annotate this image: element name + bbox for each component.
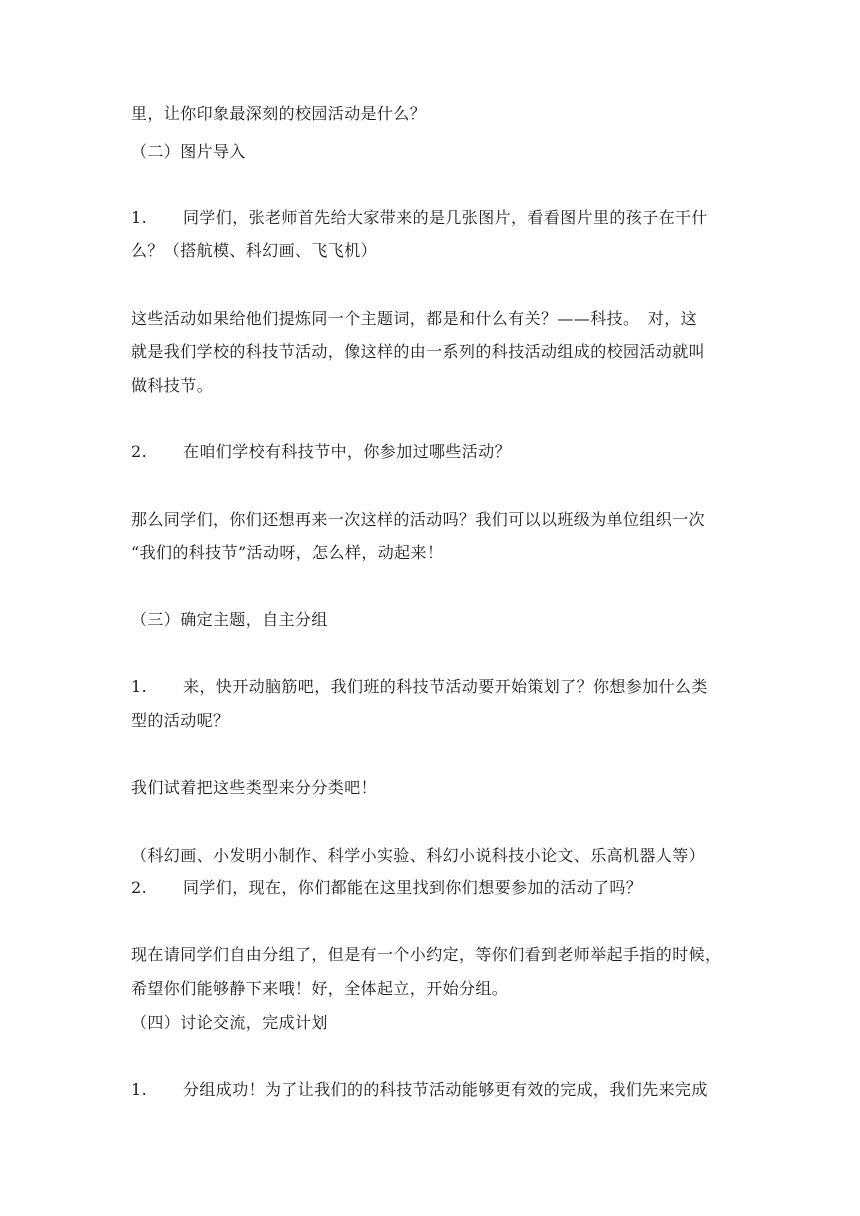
list-number: 2. [131,878,148,897]
paragraph-line: 现在请同学们自由分组了，但是有一个小约定，等你们看到老师举起手指的时候， [131,945,722,964]
list-item-text: 同学们，现在，你们都能在这里找到你们想要参加的活动了吗？ [183,878,643,897]
list-number: 1. [131,1080,148,1099]
list-item-2 [131,442,741,462]
paragraph-line: 就是我们学校的科技节活动，像这样的由一系列的科技活动组成的校园活动就叫 [131,342,706,361]
paragraph-line: 型的活动呢？ [131,711,230,730]
paragraph-line: 我们试着把这些类型来分分类吧！ [131,778,378,797]
list-number: 1. [131,677,148,696]
paragraph-line: “我们的科技节”活动呀，怎么样，动起来！ [131,543,444,562]
list-item-text: 来，快开动脑筋吧，我们班的科技节活动要开始策划了？你想参加什么类 [183,677,708,696]
paragraph-line: （科幻画、小发明小制作、科学小实验、科幻小说科技小论文、乐高机器人等） [131,846,706,865]
section-heading-2: （二）图片导入 [131,142,246,161]
list-item-2 [131,878,741,898]
list-item-text: 同学们，张老师首先给大家带来的是几张图片，看看图片里的孩子在干什 [183,208,708,227]
list-number: 2. [131,442,148,461]
section-heading-4: （四）讨论交流，完成计划 [131,1013,328,1032]
list-item-text: 在咱们学校有科技节中，你参加过哪些活动？ [183,442,512,461]
paragraph-line: 那么同学们，你们还想再来一次这样的活动吗？我们可以以班级为单位组织一次 [131,510,706,529]
paragraph-line: 做科技节。 [131,376,214,395]
list-item-1 [131,1080,741,1100]
list-item-1 [131,677,741,697]
list-number: 1. [131,208,148,227]
list-item-text: 分组成功！为了让我们的的科技节活动能够更有效的完成，我们先来完成 [183,1080,708,1099]
paragraph-line: 希望你们能够静下来哦！好，全体起立，开始分组。 [131,979,509,998]
paragraph-line: 么？（搭航模、科幻画、飞飞机） [131,241,378,260]
paragraph-line: 这些活动如果给他们提炼同一个主题词，都是和什么有关？——科技。 对，这 [131,309,698,328]
paragraph-line: 里，让你印象最深刻的校园活动是什么？ [131,104,427,123]
list-item-1 [131,208,741,228]
section-heading-3: （三）确定主题，自主分组 [131,610,328,629]
